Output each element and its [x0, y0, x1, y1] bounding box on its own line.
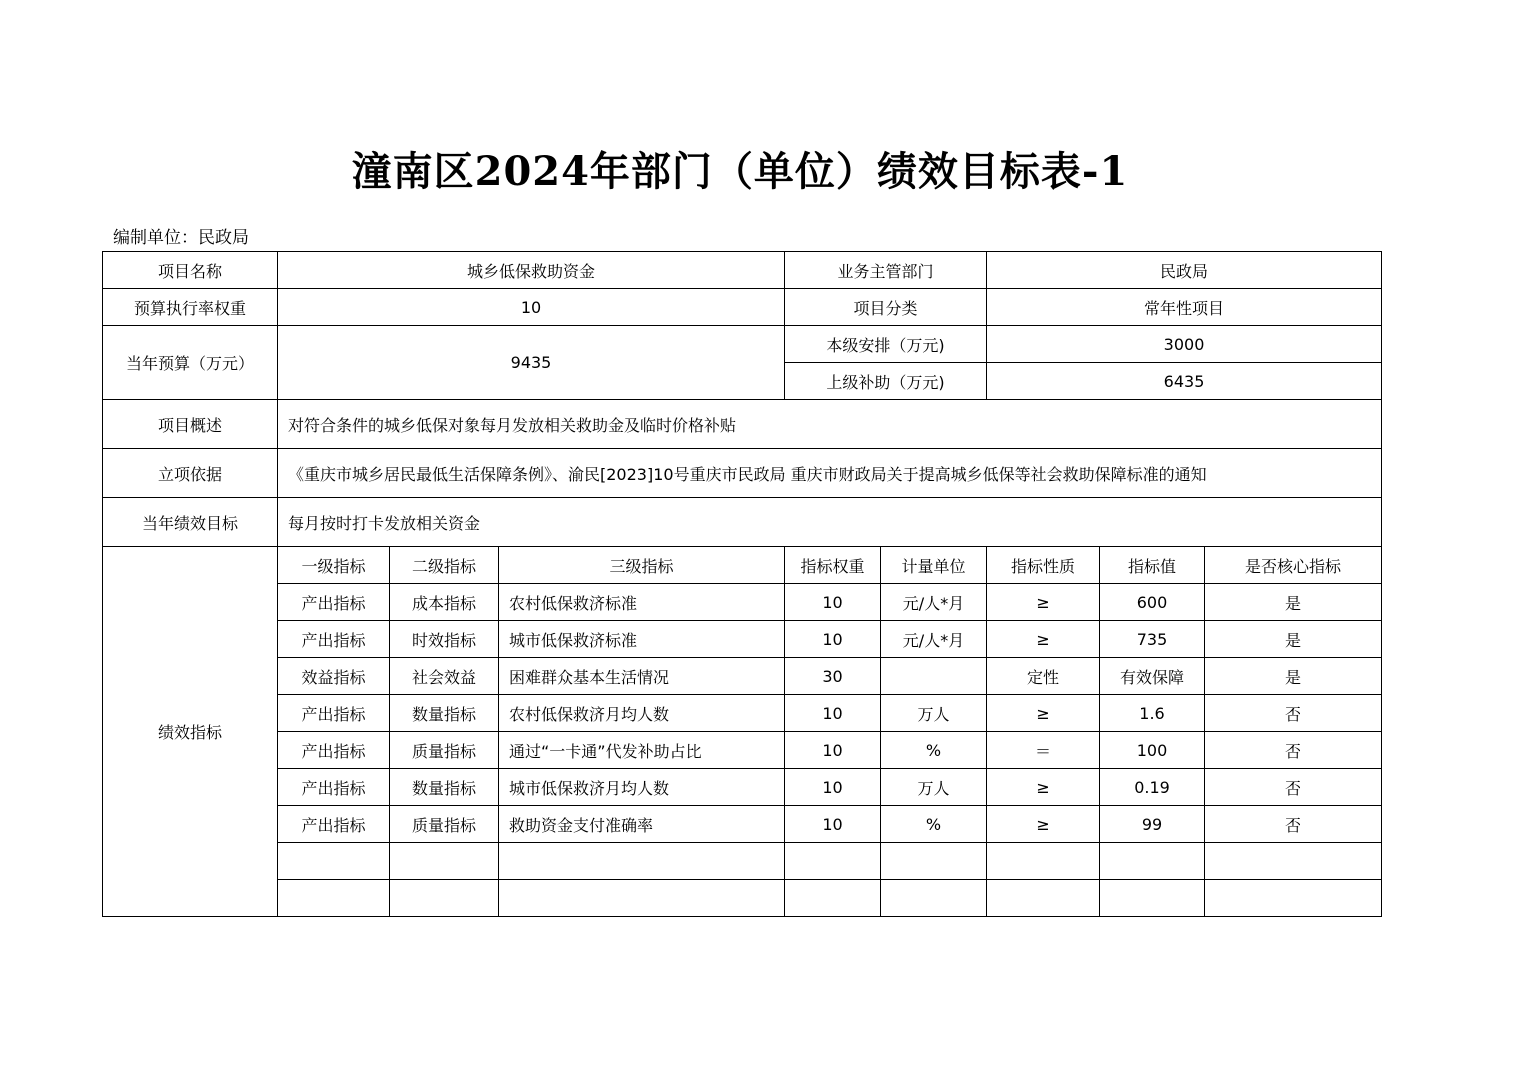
unit-cell: 元/人*月 — [881, 621, 987, 658]
level3-cell: 通过“一卡通”代发补助占比 — [499, 732, 785, 769]
value-cell: 有效保障 — [1100, 658, 1205, 695]
table-row — [103, 658, 1382, 695]
budget-value: 9435 — [278, 326, 785, 400]
value-cell: 1.6 — [1100, 695, 1205, 732]
weight-cell: 10 — [785, 732, 881, 769]
weight-cell: 10 — [785, 621, 881, 658]
category-value: 常年性项目 — [987, 289, 1382, 326]
weight-cell: 10 — [785, 769, 881, 806]
budget-label: 当年预算（万元） — [103, 326, 278, 400]
core-cell: 否 — [1205, 732, 1382, 769]
level2-cell: 质量指标 — [390, 806, 499, 843]
level1-cell: 产出指标 — [278, 732, 390, 769]
core-cell: 否 — [1205, 695, 1382, 732]
upper-label: 上级补助（万元) — [785, 363, 987, 400]
header-level1: 一级指标 — [278, 547, 390, 584]
core-cell: 是 — [1205, 584, 1382, 621]
project-name-label: 项目名称 — [103, 252, 278, 289]
compiling-unit: 编制单位：民政局 — [113, 228, 249, 248]
nature-cell: ≥ — [987, 584, 1100, 621]
table-row — [103, 806, 1382, 843]
value-cell: 100 — [1100, 732, 1205, 769]
nature-cell: ＝ — [987, 732, 1100, 769]
summary-label: 项目概述 — [103, 400, 278, 449]
level1-cell: 产出指标 — [278, 806, 390, 843]
level3-cell: 救助资金支付准确率 — [499, 806, 785, 843]
unit-cell: % — [881, 732, 987, 769]
indicators-section-label: 绩效指标 — [103, 547, 278, 917]
basis-label: 立项依据 — [103, 449, 278, 498]
level2-cell: 成本指标 — [390, 584, 499, 621]
header-nature: 指标性质 — [987, 547, 1100, 584]
table-row — [103, 621, 1382, 658]
goal-label: 当年绩效目标 — [103, 498, 278, 547]
value-cell: 735 — [1100, 621, 1205, 658]
unit-cell — [881, 658, 987, 695]
local-value: 3000 — [987, 326, 1382, 363]
goal-value: 每月按时打卡发放相关资金 — [278, 498, 1382, 547]
level3-cell: 农村低保救济标准 — [499, 584, 785, 621]
performance-table — [102, 251, 1382, 917]
empty-row — [103, 880, 1382, 917]
nature-cell: ≥ — [987, 695, 1100, 732]
core-cell: 否 — [1205, 806, 1382, 843]
header-unit: 计量单位 — [881, 547, 987, 584]
category-label: 项目分类 — [785, 289, 987, 326]
nature-cell: 定性 — [987, 658, 1100, 695]
table-row — [103, 584, 1382, 621]
level2-cell: 质量指标 — [390, 732, 499, 769]
weight-cell: 10 — [785, 806, 881, 843]
rate-label: 预算执行率权重 — [103, 289, 278, 326]
level3-cell: 城市低保救济月均人数 — [499, 769, 785, 806]
value-cell: 600 — [1100, 584, 1205, 621]
value-cell: 99 — [1100, 806, 1205, 843]
unit-cell: 万人 — [881, 695, 987, 732]
table-row — [103, 732, 1382, 769]
level1-cell: 效益指标 — [278, 658, 390, 695]
empty-row — [103, 843, 1382, 880]
weight-cell: 10 — [785, 695, 881, 732]
local-label: 本级安排（万元) — [785, 326, 987, 363]
rate-value: 10 — [278, 289, 785, 326]
nature-cell: ≥ — [987, 806, 1100, 843]
core-cell: 是 — [1205, 621, 1382, 658]
unit-cell: % — [881, 806, 987, 843]
weight-cell: 30 — [785, 658, 881, 695]
dept-value: 民政局 — [987, 252, 1382, 289]
dept-label: 业务主管部门 — [785, 252, 987, 289]
level2-cell: 数量指标 — [390, 769, 499, 806]
basis-value: 《重庆市城乡居民最低生活保障条例》、渝民[2023]10号重庆市民政局 重庆市财政局关于提高城乡低保等社会救助保障标准的通知 — [278, 449, 1382, 498]
header-weight: 指标权重 — [785, 547, 881, 584]
level3-cell: 城市低保救济标准 — [499, 621, 785, 658]
unit-cell: 元/人*月 — [881, 584, 987, 621]
level1-cell: 产出指标 — [278, 584, 390, 621]
upper-value: 6435 — [987, 363, 1382, 400]
page-title: 潼南区2024年部门（单位）绩效目标表-1 — [351, 148, 1129, 195]
level2-cell: 社会效益 — [390, 658, 499, 695]
value-cell: 0.19 — [1100, 769, 1205, 806]
header-level2: 二级指标 — [390, 547, 499, 584]
table-row — [103, 769, 1382, 806]
unit-cell: 万人 — [881, 769, 987, 806]
level1-cell: 产出指标 — [278, 621, 390, 658]
summary-value: 对符合条件的城乡低保对象每月发放相关救助金及临时价格补贴 — [278, 400, 1382, 449]
indicator-header-row — [103, 547, 1382, 584]
project-name-value: 城乡低保救助资金 — [278, 252, 785, 289]
nature-cell: ≥ — [987, 621, 1100, 658]
level2-cell: 时效指标 — [390, 621, 499, 658]
core-cell: 否 — [1205, 769, 1382, 806]
nature-cell: ≥ — [987, 769, 1100, 806]
core-cell: 是 — [1205, 658, 1382, 695]
level1-cell: 产出指标 — [278, 769, 390, 806]
weight-cell: 10 — [785, 584, 881, 621]
header-value: 指标值 — [1100, 547, 1205, 584]
table-row — [103, 695, 1382, 732]
level1-cell: 产出指标 — [278, 695, 390, 732]
level3-cell: 困难群众基本生活情况 — [499, 658, 785, 695]
level2-cell: 数量指标 — [390, 695, 499, 732]
header-level3: 三级指标 — [499, 547, 785, 584]
level3-cell: 农村低保救济月均人数 — [499, 695, 785, 732]
header-core: 是否核心指标 — [1205, 547, 1382, 584]
